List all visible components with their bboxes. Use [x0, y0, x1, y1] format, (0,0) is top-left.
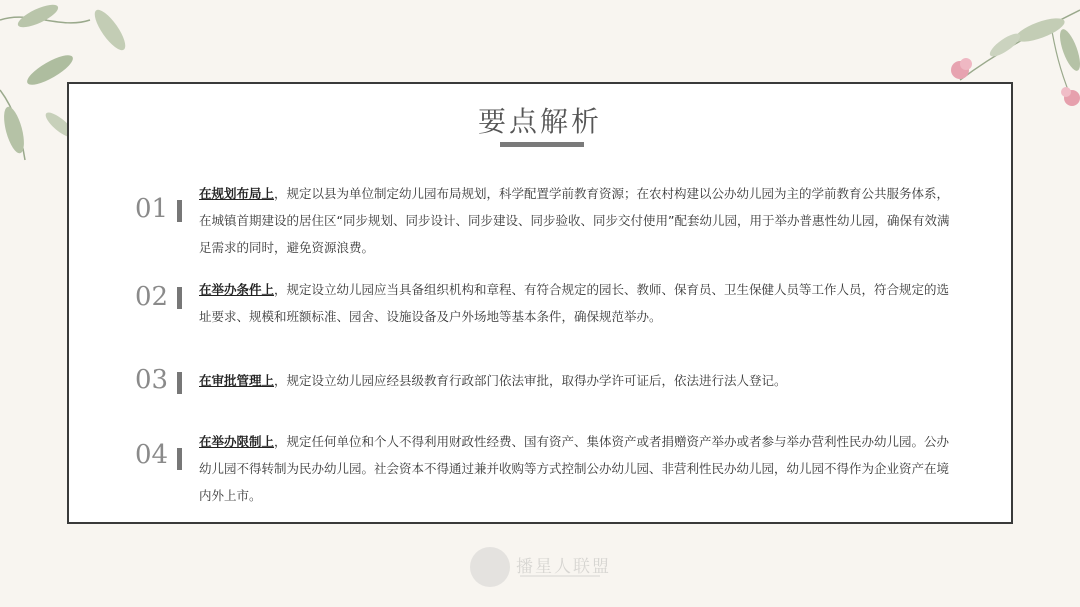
point-keyword: 在举办限制上	[199, 434, 275, 449]
point-number: 01	[135, 194, 169, 224]
watermark-icon	[470, 547, 510, 587]
point-keyword: 在审批管理上	[199, 373, 275, 388]
point-divider	[177, 372, 182, 394]
point-text	[199, 276, 959, 330]
point-divider	[177, 200, 182, 222]
point-number: 02	[135, 282, 169, 312]
point-body: ，规定任何单位和个人不得利用财政性经费、国有资产、集体资产或者捐赠资产举办或者参与举办营利性民办幼儿园。公办幼儿园不得转制为民办幼儿园。社会资本不得通过兼并收购等方式控制公办幼儿园、非营利性民办幼儿园，幼儿园不得作为企业资产在境内外上市。	[199, 434, 950, 503]
point-divider	[177, 287, 182, 309]
point-body: ，规定设立幼儿园应经县级教育行政部门依法审批，取得办学许可证后，依法进行法人登记。	[274, 373, 787, 388]
page-title: 要点解析	[477, 105, 602, 138]
point-body: ，规定设立幼儿园应当具备组织机构和章程、有符合规定的园长、教师、保育员、卫生保健人员等工作人员，符合规定的选址要求、规模和班额标准、园舍、设施设备及户外场地等基本条件，确保规范举办。	[199, 282, 950, 324]
point-number: 04	[135, 440, 169, 470]
point-body: ，规定以县为单位制定幼儿园布局规划，科学配置学前教育资源；在农村构建以公办幼儿园为主的学前教育公共服务体系，在城镇首期建设的居住区“同步规划、同步设计、同步建设、同步验收、同步交付使用”配套幼儿园，用于举办普惠性幼儿园，确保有效满足需求的同时，避免资源浪费。	[199, 186, 950, 255]
watermark-underline	[520, 575, 600, 577]
point-keyword: 在举办条件上	[199, 282, 275, 297]
point-text	[199, 180, 959, 261]
point-text	[199, 428, 959, 509]
point-number: 03	[135, 365, 169, 395]
title-underline	[500, 142, 584, 147]
point-divider	[177, 448, 182, 470]
point-keyword: 在规划布局上	[199, 186, 275, 201]
content-frame	[67, 82, 1013, 524]
watermark-logo	[470, 547, 620, 591]
point-text	[199, 367, 959, 394]
watermark-text: 播星人联盟	[516, 557, 611, 577]
